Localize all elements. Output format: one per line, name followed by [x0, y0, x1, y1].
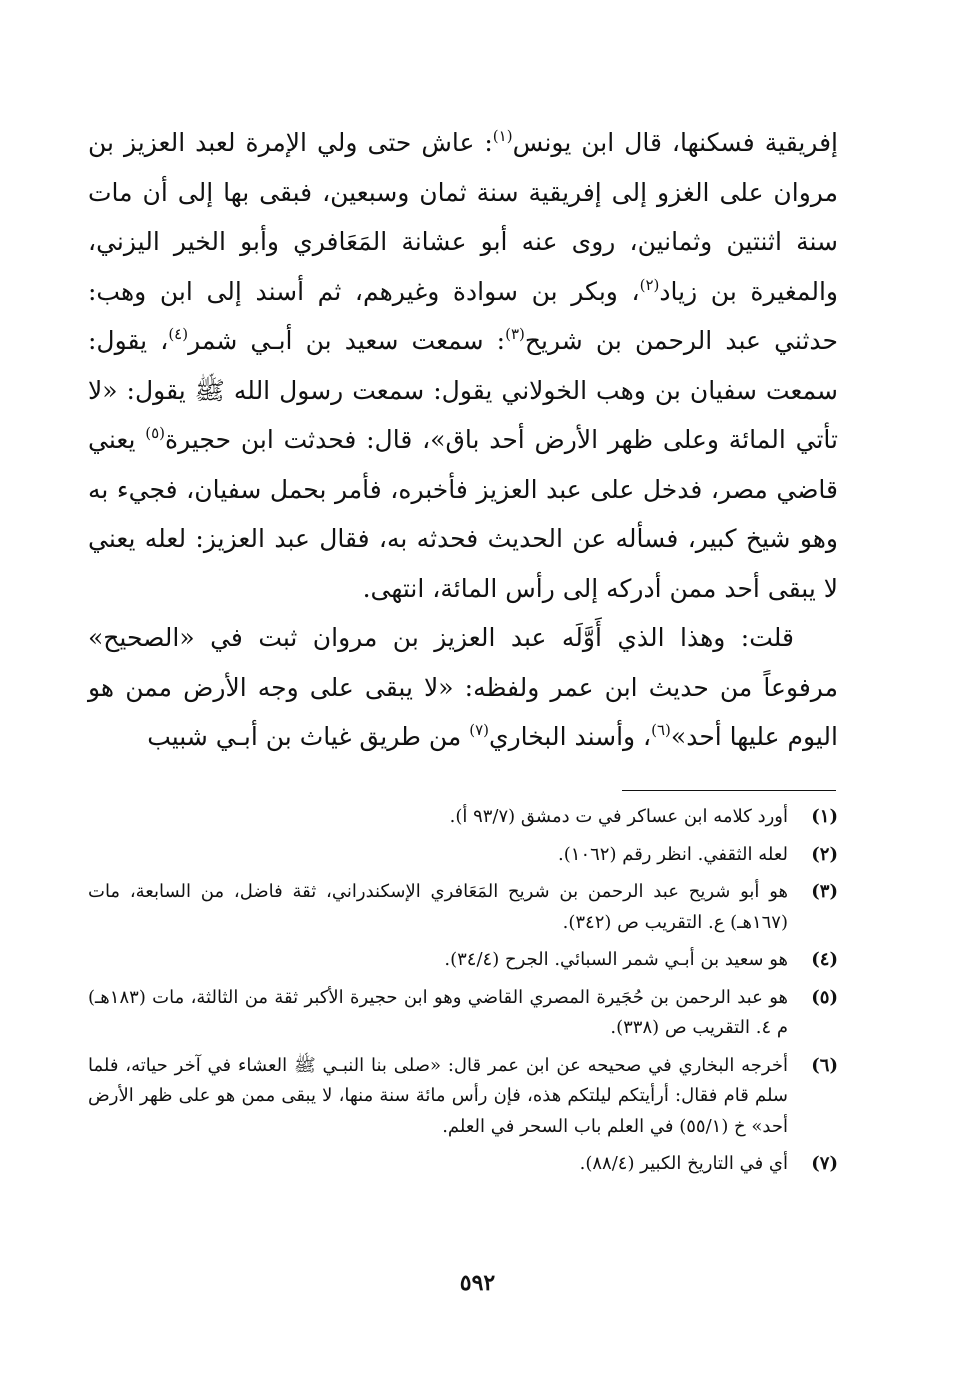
main-text: [88, 118, 838, 762]
footnote: [88, 1051, 838, 1143]
footnotes: [88, 802, 838, 1187]
footnote: [88, 877, 838, 938]
footnote-number: (٣): [811, 881, 838, 902]
body-text-segment: ، وبكر بن سوادة وغيرهم، ثم أسند إلى ابن وهب: حدثني عبد الرحمن بن شريح: [88, 276, 839, 355]
body-text-segment: يعني قاضي مصر، فدخل على عبد العزيز فأخبره، فأمر بحمل سفيان، فجيء به وهو شيخ كبير، فسأله عن الحديث فحدثه به، فقال عبد العزيز: لعله يعني لا يبقى أحد ممن أدركه إلى رأس المائة، انتهى.: [88, 425, 838, 603]
body-text-segment: إفريقية فسكنها، قال ابن يونس: [512, 128, 838, 157]
footnote-number: (٧): [811, 1153, 838, 1174]
footnote-text: أي في التاريخ الكبير (٨٨/٤).: [579, 1153, 788, 1174]
footnote-text: أورد كلامه ابن عساكر في ت دمشق (٩٣/٧ أ).: [449, 806, 788, 827]
body-text-segment: : سمعت سعيد بن أبـي شمر: [188, 326, 506, 355]
footnote-marker: (٤): [168, 325, 189, 343]
body-text-segment: من طريق غياث بن أبـي شبيب: [147, 722, 470, 751]
footnote-marker: (٥): [145, 424, 165, 442]
footnote-text: هو عبد الرحمن بن حُجَيرة المصري القاضي وهو ابن حجيرة الأكبر ثقة من الثالثة، مات (١٨٣هـ) م ٤. التقريب ص (٣٣٨).: [88, 986, 788, 1038]
body-text-segment: : عاش حتى ولي الإمرة لعبد العزيز بن مروان على الغزو إلى إفريقية سنة ثمان وسبعين، فبقى بها إلى أن مات سنة اثنتين وثمانين، روى عنه أبو عشانة المَعَافري وأبو الخير اليزني، والمغيرة بن زياد: [88, 128, 839, 306]
footnote-marker: (١): [492, 127, 513, 145]
footnote-marker: (٧): [469, 721, 490, 739]
footnote: [88, 945, 838, 976]
body-paragraph: [88, 118, 838, 613]
footnote-number: (٦): [811, 1054, 838, 1076]
footnote-text: أخرجه البخاري في صحيحه عن ابن عمر قال: «صلى بنا النبـي ﷺ العشاء في آخر حياته، فلما سلم قام فقال: أرأيتكم ليلتكم هذه، فإن رأس مائة سنة منها، لا يبقى ممن هو على ظهر الأرض أحد» خ (٥٥/١) في العلم باب السحر في العلم.: [88, 1054, 788, 1137]
footnote-marker: (٣): [505, 325, 525, 343]
footnote-separator: [622, 790, 836, 791]
footnote-text: هو سعيد بن أبـي شمر السبائي. الجرح (٣٤/٤).: [444, 949, 788, 970]
footnote: [88, 1149, 838, 1180]
page-number: ٥٩٢: [459, 1270, 496, 1296]
footnote-marker: (٢): [639, 275, 660, 294]
footnote-marker: (٦): [651, 721, 671, 739]
footnote-number: (٤): [811, 949, 838, 970]
body-text-segment: ، وأسند البخاري: [489, 722, 652, 751]
footnote: [88, 983, 838, 1044]
footnote: [88, 840, 838, 871]
body-text-segment: قلت: وهذا الذي أَوَّلَه عبد العزيز بن مروان ثبت في «الصحيح» مرفوعاً من حديث ابن عمر ولفظه: «لا يبقى على وجه الأرض ممن هو اليوم عليها أحد»: [88, 623, 838, 751]
body-text-segment: ، يقول: سمعت سفيان بن وهب الخولاني يقول: سمعت رسول الله ﷺ يقول: «لا تأتي المائة وعلى ظهر الأرض أحد باق»، قال: فحدثت ابن حجيرة: [88, 326, 838, 454]
footnote-text: لعله الثقفي. انظر رقم (١٠٦٢).: [558, 843, 788, 865]
body-paragraph: [88, 613, 838, 762]
footnote: [88, 802, 838, 833]
footnote-number: (٢): [811, 843, 838, 865]
footnote-number: (١): [811, 806, 838, 827]
footnote-number: (٥): [811, 986, 838, 1008]
footnote-text: هو أبو شريح عبد الرحمن بن شريح المَعَافري الإسكندراني، ثقة فاضل، من السابعة، مات (١٦٧هـ) ع. التقريب ص (٣٤٢).: [88, 881, 788, 933]
